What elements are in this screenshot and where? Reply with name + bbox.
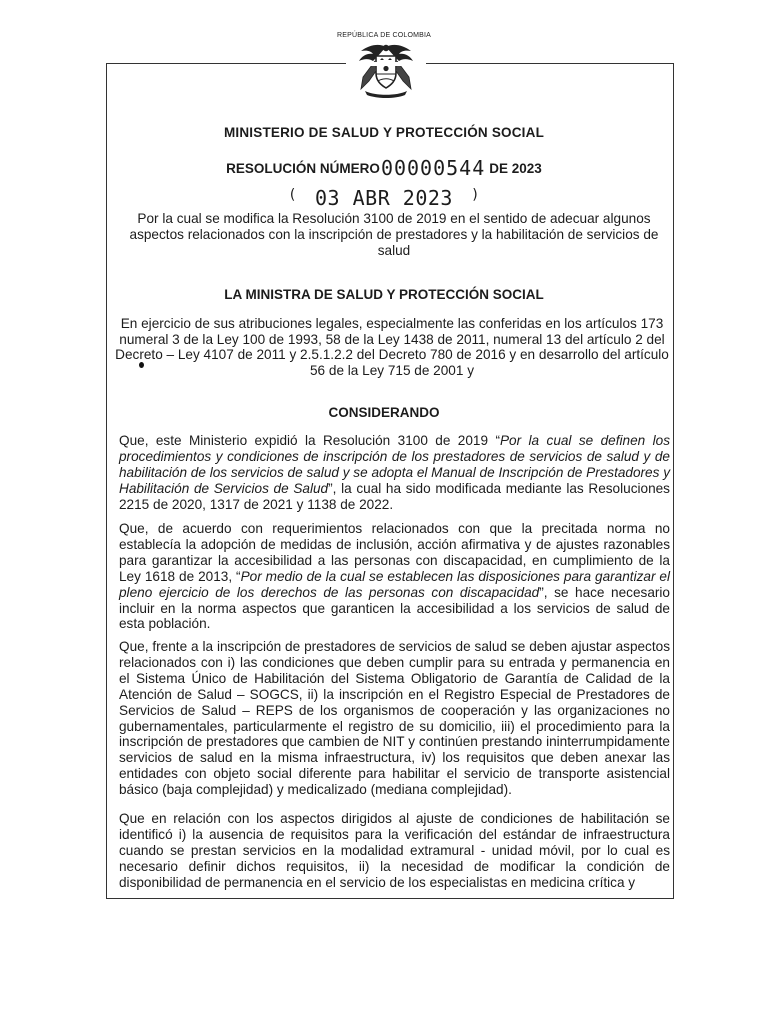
considerando-paragraph-2 [119, 521, 670, 632]
quoted-title: Por medio de la cual se establecen las disposiciones para garantizar el pleno ejercicio de los derechos de las personas con discapacidad [119, 568, 670, 600]
paragraph-text: ”, la cual ha sido modificada mediante las Resoluciones 2215 de 2020, 1317 de 2021 y 1138 de 2022. [119, 480, 670, 512]
resolution-prefix: RESOLUCIÓN NÚMERO [226, 161, 380, 176]
country-label: REPÚBLICA DE COLOMBIA [336, 32, 432, 39]
quoted-title: Por la cual se definen los procedimientos y condiciones de inscripción de los prestadores de servicios de salud y de habilitación de los servicios de salud y se adopta el Manual de Inscripción de Prestadores y Habilitación de Servicios de Salud [119, 433, 670, 496]
resolution-subtitle: Por la cual se modifica la Resolución 3100 de 2019 en el sentido de adecuar algunos aspectos relacionados con la inscripción de prestadores y la habilitación de servicios de salud [129, 211, 659, 258]
paragraph-text: Que, de acuerdo con requerimientos relacionados con que la precitada norma no establecía la adopción de medidas de inclusión, acción afirmativa y de ajustes razonables para garantizar la accesibilidad a las personas con discapacidad, en cumplimiento de la Ley 1618 de 2013, “ [119, 521, 670, 584]
date-open-paren: ( [288, 187, 298, 203]
ministry-title: MINISTERIO DE SALUD Y PROTECCIÓN SOCIAL [223, 125, 545, 140]
date-stamp [0, 186, 768, 210]
date-close-paren: ) [470, 187, 480, 203]
attributions-paragraph: En ejercicio de sus atribuciones legales, especialmente las conferidas en los artículos 173 numeral 3 de la Ley 100 de 1993, 58 de la Ley 1438 de 2011, numeral 13 del artículo 2 del Decreto – Ley 4107 de 2011 y 2.5.1.2.2 del Decreto 780 de 2016 y en desarrollo del artículo 56 de la Ley 715 de 2001 y [115, 316, 669, 378]
ink-dot [139, 362, 144, 368]
resolution-date: 03 ABR 2023 [315, 186, 453, 210]
considerando-paragraph-4: Que en relación con los aspectos dirigidos al ajuste de condiciones de habilitación se identificó i) la ausencia de requisitos para la verificación del estándar de infraestructura cuando se prestan servicios en la modalidad extramural - unidad móvil, por lo cual es necesario definir dichos requisitos, ii) la necesidad de modificar la condición de disponibilidad de permanencia en el servicio de los especialistas en medicina crítica y [119, 811, 670, 890]
minister-title: LA MINISTRA DE SALUD Y PROTECCIÓN SOCIAL [224, 287, 544, 302]
frame-gap [346, 62, 426, 66]
considerando-paragraph-3: Que, frente a la inscripción de prestadores de servicios de salud se deben ajustar aspectos relacionados con i) las condiciones que deben cumplir para su entrada y permanencia en el Sistema Único de Habilitación del Sistema Obligatorio de Garantía de Calidad de la Atención de Salud – SOGCS, ii) la inscripción en el Registro Especial de Prestadores de Servicios de Salud – REPS de los organismos de cooperación y las organizaciones no gubernamentales, particularmente el registro de su domicilio, iii) el procedimiento para la inscripción de prestadores que cambien de NIT y continúen prestando ininterrumpidamente servicios de salud en la misma infraestructura, iv) los requisitos que deben anexar las entidades con objeto social diferente para habilitar el servicio de transporte asistencial básico (baja complejidad) y medicalizado (mediana complejidad). [119, 639, 670, 798]
paragraph-text: Que, este Ministerio expidió la Resolución 3100 de 2019 “ [119, 433, 500, 448]
considerando-paragraph-1 [119, 433, 670, 513]
resolution-line [0, 156, 768, 180]
considerando-heading: CONSIDERANDO [328, 405, 440, 420]
resolution-year: DE 2023 [489, 161, 542, 176]
paragraph-text: ”, se hace necesario incluir en la norma aspectos que garanticen la accesibilidad a los servicios de salud de esta población. [119, 584, 670, 632]
resolution-number-stamp: 00000544 [380, 156, 486, 180]
